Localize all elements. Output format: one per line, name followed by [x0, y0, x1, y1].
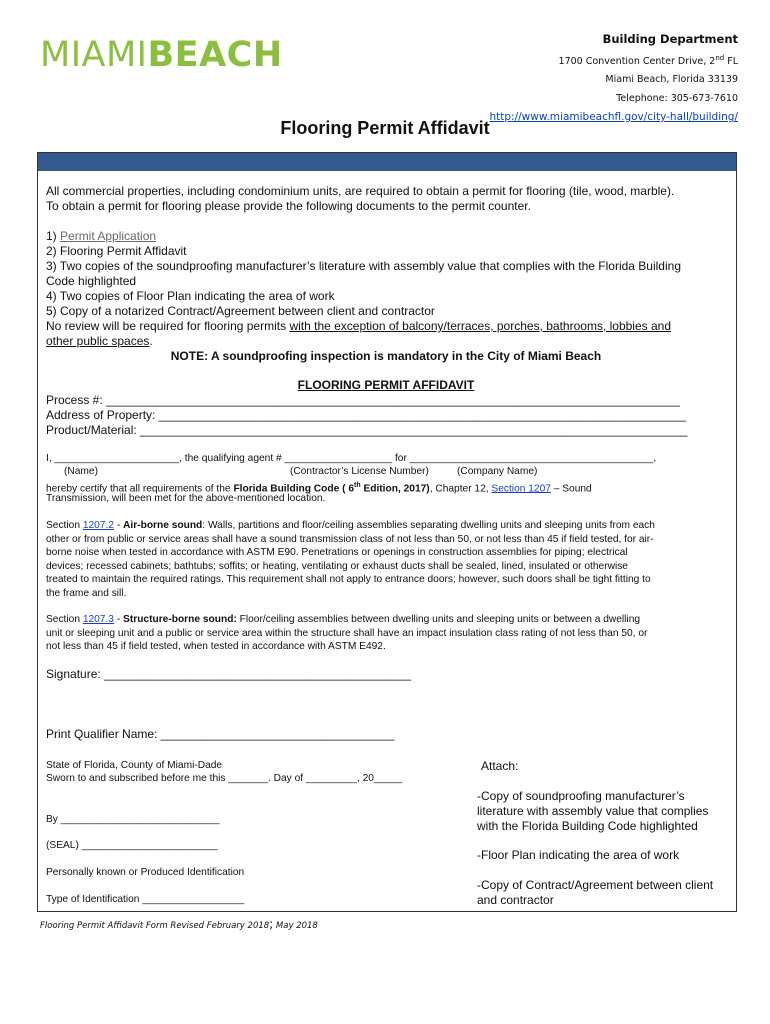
attach-heading: Attach: [481, 759, 519, 773]
page-title: Flooring Permit Affidavit [280, 118, 490, 138]
review-exception-cont: other public spaces. [46, 334, 153, 348]
attach-item-1-line-3: with the Florida Building Code highlighted [477, 819, 698, 833]
section-1207-3-line-2: unit or sleeping unit and a public or service area within the structure shall have an impact insulation class rating of not less than 50, or [46, 627, 648, 639]
requirement-4: 4) Two copies of Floor Plan indicating the area of work [46, 289, 335, 303]
logo-miami: MIAMI [40, 35, 148, 75]
certify-line: hereby certify that all requirements of the Florida Building Code ( 6th Edition, 2017), Chapter 12, Section 1207 – Sound [46, 482, 592, 495]
caption-company: (Company Name) [457, 466, 538, 477]
attach-item-2: -Floor Plan indicating the area of work [477, 848, 680, 862]
intro-line-2: To obtain a permit for flooring please provide the following documents to the permit counter. [46, 199, 531, 213]
soundproofing-note: NOTE: A soundproofing inspection is mandatory in the City of Miami Beach [170, 349, 602, 363]
property-address-field[interactable]: Address of Property: _______________________________________________________________________________ [46, 408, 686, 422]
attach-item-3-line-2: and contractor [477, 893, 554, 907]
notary-seal-field[interactable]: (SEAL) ________________________ [46, 840, 218, 851]
certify-line-2: Transmission, will been met for the above-mentioned location. [46, 493, 326, 504]
section-1207-link[interactable]: Section 1207 [491, 483, 551, 495]
telephone: Telephone: 305-673-7610 [616, 92, 738, 104]
section-1207-2-line-3: borne noise when tested in accordance with ASTM E90. Penetrations or openings in construction assemblies for piping; electrical [46, 547, 628, 558]
permit-application-link[interactable]: Permit Application [60, 229, 157, 243]
attach-item-3: -Copy of Contract/Agreement between client [477, 878, 714, 892]
department-name: Building Department [602, 32, 738, 46]
header-band [38, 153, 736, 171]
requirement-5: 5) Copy of a notarized Contract/Agreement between client and contractor [46, 304, 435, 318]
identification-type-field[interactable]: Type of Identification __________________ [46, 894, 245, 905]
signature-field[interactable]: Signature: ______________________________________________ [46, 667, 412, 681]
affidavit-heading: FLOORING PERMIT AFFIDAVIT [297, 378, 475, 392]
logo-beach: BEACH [147, 35, 283, 75]
miami-beach-logo [40, 35, 283, 75]
attach-item-1-line-2: literature with assembly value that complies [477, 804, 709, 818]
caption-name: (Name) [64, 466, 98, 477]
process-number-field[interactable]: Process #: ______________________________________________________________________________________ [46, 393, 680, 407]
address-line-2: Miami Beach, Florida 33139 [605, 74, 738, 86]
print-qualifier-name-field[interactable]: Print Qualifier Name: ___________________________________ [46, 727, 395, 741]
department-info [490, 30, 739, 128]
notary-sworn[interactable]: Sworn to and subscribed before me this _______. Day of _________, 20_____ [46, 773, 403, 784]
section-1207-2-line-4: devices; recessed cabinets; bathtubs; soffits; or heating, ventilating or exhaust ducts shall be sealed, lined, insulated or otherwise [46, 560, 628, 572]
department-url-link[interactable]: http://www.miamibeachfl.gov/city-hall/building/ [489, 111, 738, 124]
requirement-3: 3) Two copies of the soundproofing manufacturer’s literature with assembly value that complies with the Florida Building [46, 259, 681, 273]
caption-license: (Contractor’s License Number) [290, 466, 429, 477]
notary-by-field[interactable]: By ____________________________ [46, 814, 220, 825]
section-1207-3-line-3: not less than 45 if field tested, when tested in accordance with ASTM E492. [46, 641, 386, 652]
notary-known: Personally known or Produced Identification [46, 867, 245, 878]
requirement-3-cont: Code highlighted [46, 274, 137, 288]
address-line-1: 1700 Convention Center Drive, 2nd FL [558, 53, 738, 67]
section-1207-3-link[interactable]: 1207.3 [82, 614, 114, 625]
qualifying-agent-line[interactable]: I, ______________________, the qualifying agent # ___________________ for ___________________________________________, [46, 453, 657, 464]
form-revision-footer: Flooring Permit Affidavit Form Revised February 2018; May 2018 [40, 917, 318, 931]
section-1207-2-link[interactable]: 1207.2 [82, 520, 114, 531]
intro-line-1: All commercial properties, including condominium units, are required to obtain a permit for flooring (tile, wood, marble). [46, 184, 675, 198]
section-1207-2-line-6: the frame and sill. [46, 587, 127, 599]
notary-state: State of Florida, County of Miami-Dade [46, 760, 223, 771]
requirement-1: 1) Permit Application [46, 229, 157, 243]
section-1207-2-line-2: other or from public or service areas shall have a sound transmission class of not less than 50, or not less than 45 if field tested, for air- [46, 533, 654, 545]
section-1207-2-line-5: treated to maintain the required ratings. This requirement shall not apply to entrance doors; however, such doors shall be tight fitting to [46, 574, 651, 585]
product-material-field[interactable]: Product/Material: __________________________________________________________________________________ [46, 423, 688, 437]
attach-item-1: -Copy of soundproofing manufacturer’s [477, 789, 685, 803]
section-1207-2: Section 1207.2 - Air-borne sound: Walls, partitions and floor/ceiling assemblies separating dwelling units and sleeping units from each [46, 520, 655, 531]
section-1207-3: Section 1207.3 - Structure-borne sound: Floor/ceiling assemblies between dwelling units and sleeping units or between a dwelling [46, 614, 641, 625]
requirement-2: 2) Flooring Permit Affidavit [46, 244, 187, 258]
review-exception: No review will be required for flooring permits with the exception of balcony/terraces, porches, bathrooms, lobbies and [46, 319, 671, 333]
